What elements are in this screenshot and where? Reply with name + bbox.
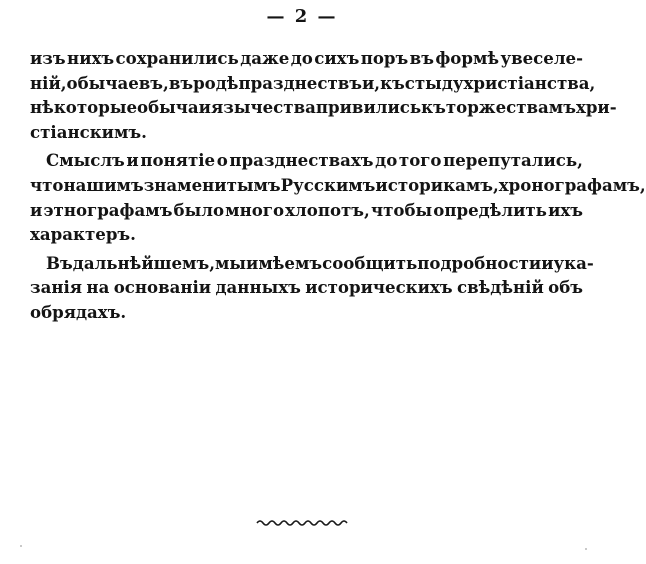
text-line: занiя на основанiи данныхъ историческихъ свѣдѣнiй объ (30, 277, 583, 298)
text-line: Въ дальнѣйшемъ, мы имѣемъ сообщить подробности и ука- (46, 252, 594, 273)
text-line: характеръ. (30, 224, 136, 245)
body-text (30, 46, 646, 325)
text-line: Смыслъ и понятiе о празднествахъ до того перепутались, (46, 150, 583, 171)
wavy-rule-icon (255, 518, 349, 528)
text-line: и этнографамъ было много хлопотъ, чтобы опредѣлить ихъ (30, 199, 583, 220)
text-line: изъ нихъ сохранились даже до сихъ поръ въ формѣ увеселе- (30, 48, 583, 68)
text-line: обрядахъ. (30, 301, 127, 322)
paper-speck (20, 545, 22, 547)
text-line: что нашимъ знаменитымъ Русскимъ историкамъ, хронографамъ, (30, 174, 646, 195)
page-number: — 2 — (266, 6, 338, 27)
paper-speck (585, 548, 587, 550)
text-line: стiанскимъ. (30, 121, 147, 142)
text-line: нiй, обычаевъ, въ родѣ празднествъ и, къ стыду христiанства, (30, 72, 596, 93)
text-line: нѣкоторые обычаи язычества привились къ торжествамъ хри- (30, 97, 617, 118)
